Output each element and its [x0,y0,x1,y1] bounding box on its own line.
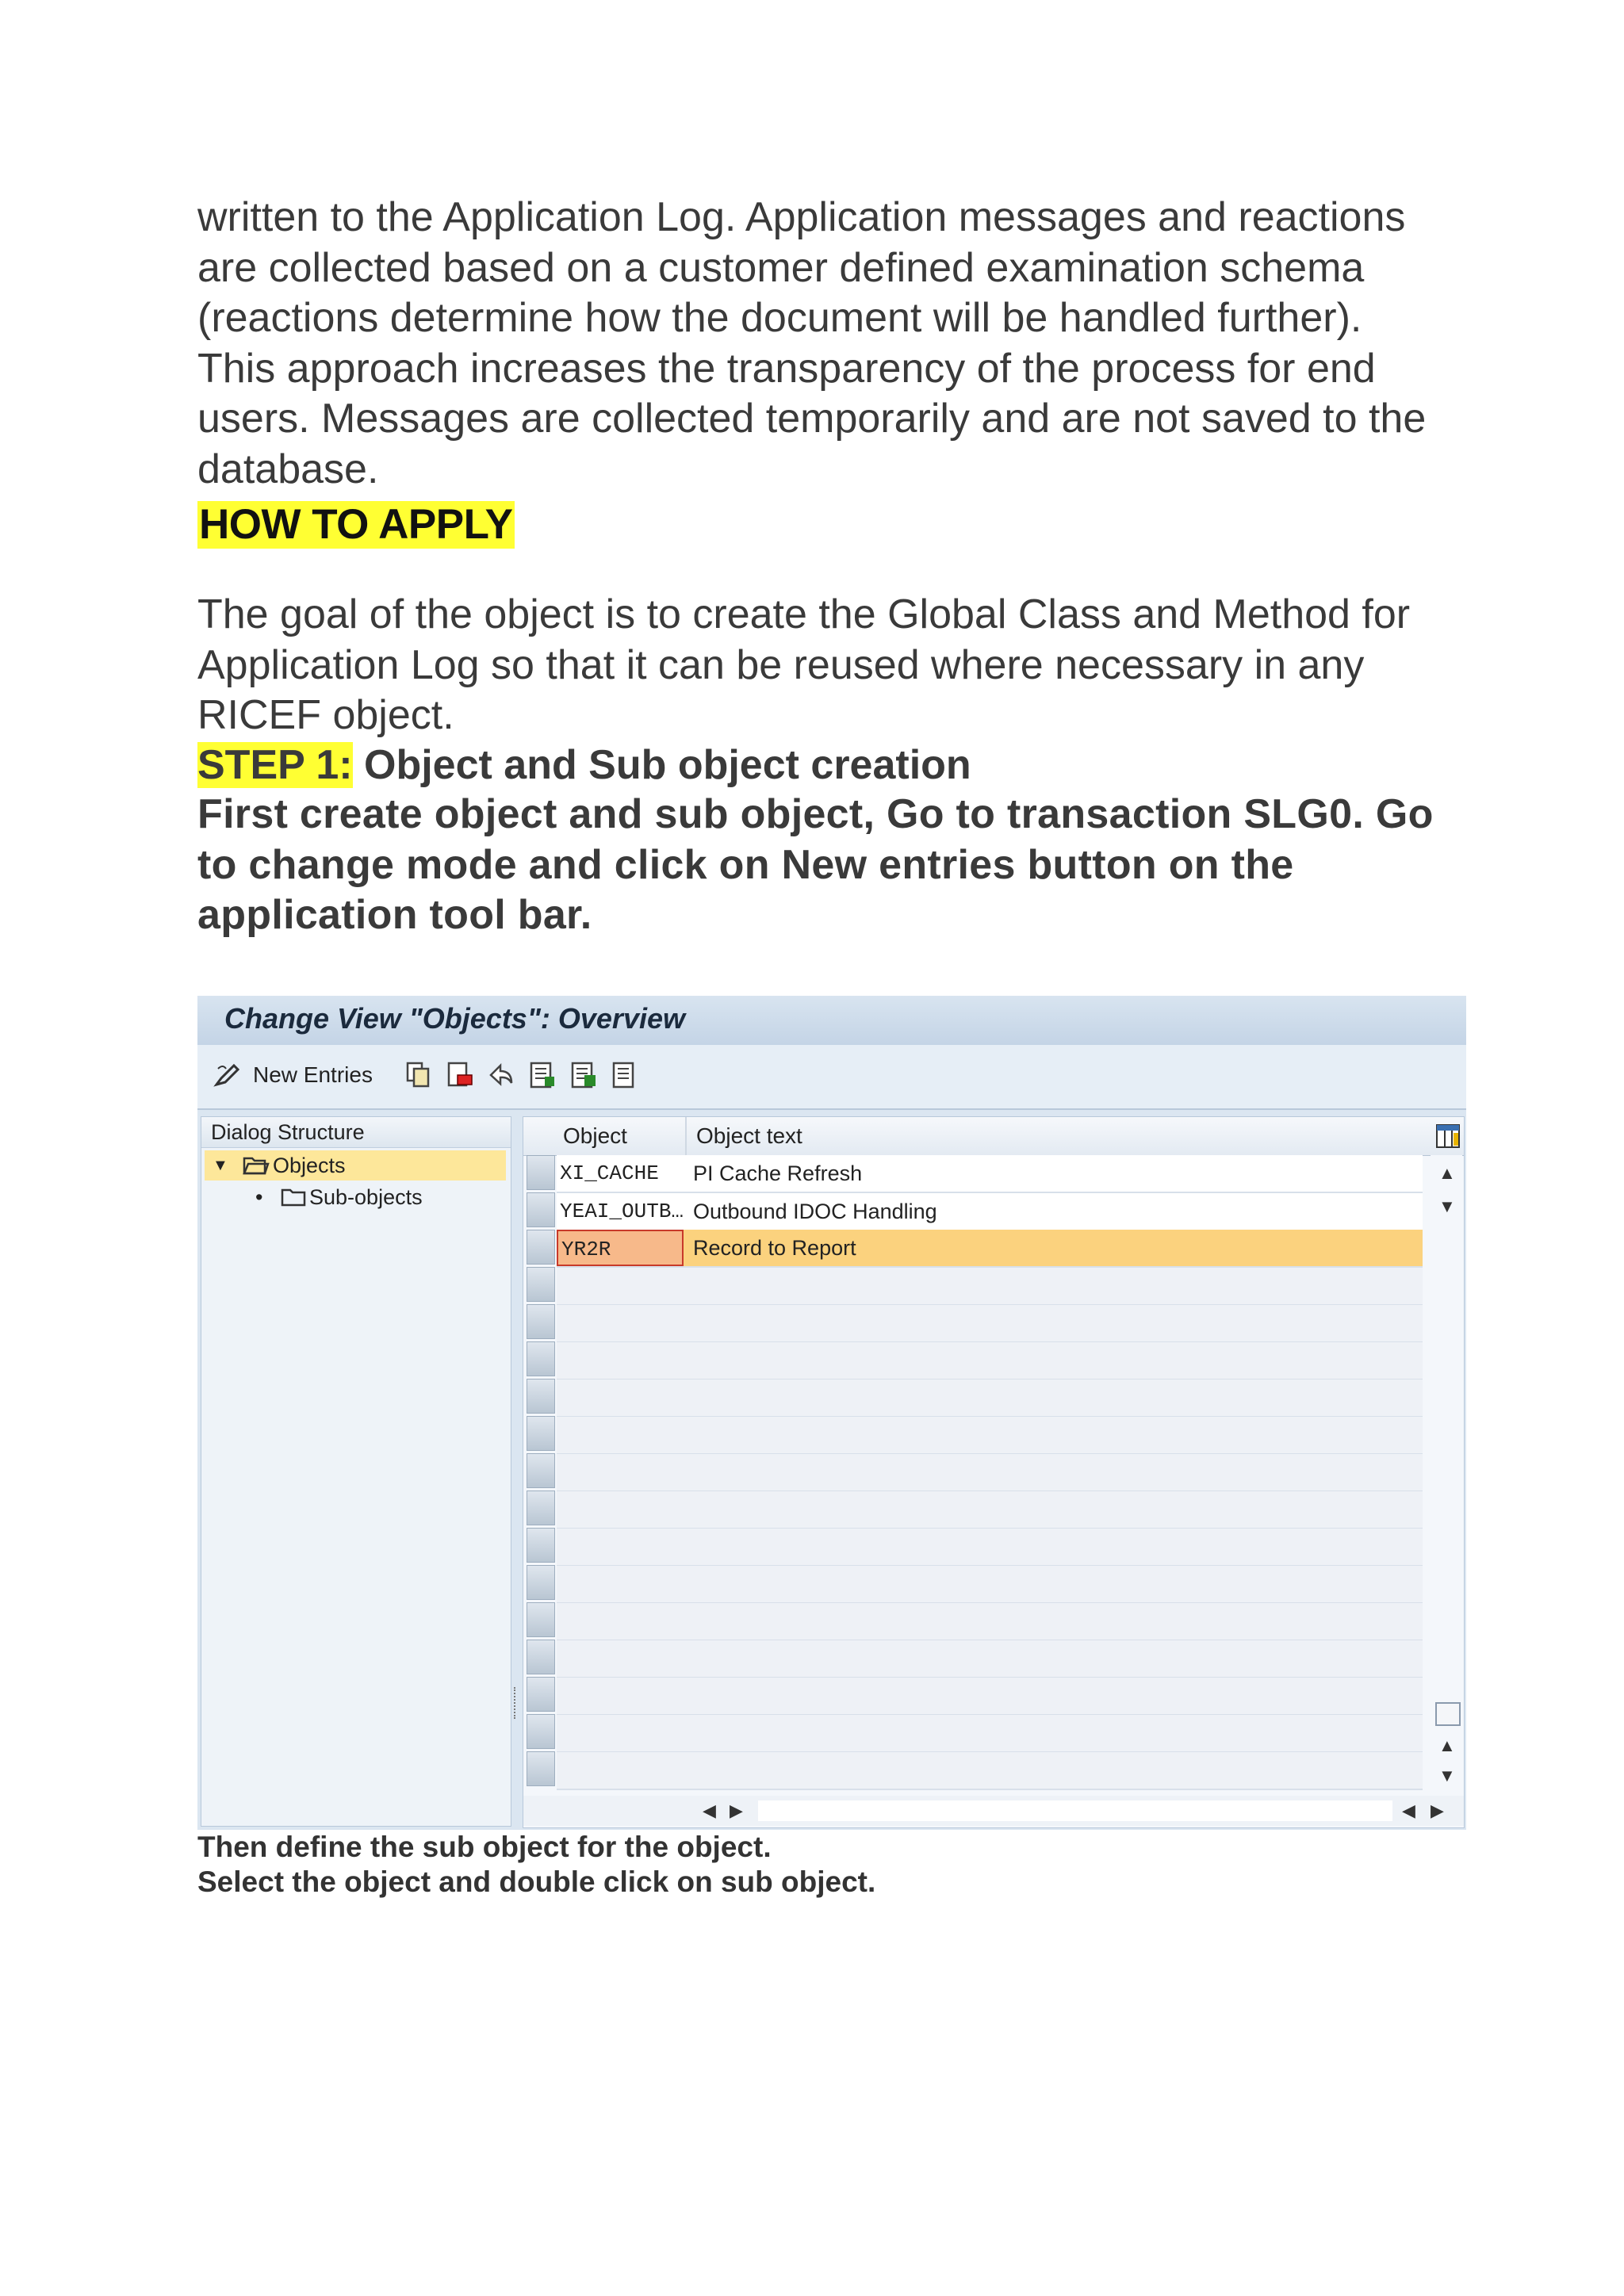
cell-object-text[interactable]: Outbound IDOC Handling [693,1200,937,1223]
objects-table [523,1116,1465,1828]
cell-object[interactable]: XI_CACHE [560,1161,659,1185]
scroll-down-icon[interactable]: ▼ [1438,1196,1456,1216]
cell-object[interactable]: YR2R [557,1230,684,1266]
empty-table-row[interactable] [557,1678,1423,1716]
table-row[interactable] [557,1155,1423,1193]
scroll-down-icon[interactable]: ▼ [1438,1766,1456,1785]
empty-table-row[interactable] [557,1566,1423,1604]
empty-table-row[interactable] [557,1342,1423,1380]
after-line-1: Then define the sub object for the object. [197,1831,772,1863]
goal-paragraph: The goal of the object is to create the Global Class and Method for Application Log so that it can be reused where necessary in any RICEF object. [197,591,1411,738]
empty-table-row[interactable] [557,1603,1423,1641]
table-header [523,1117,1464,1156]
row-selector[interactable] [527,1565,555,1600]
row-selector[interactable] [527,1267,555,1302]
cell-object[interactable]: YEAI_OUTB… [560,1200,684,1223]
pane-splitter[interactable] [511,1116,521,1825]
cell-object-text[interactable]: PI Cache Refresh [693,1161,863,1185]
dialog-structure-header: Dialog Structure [201,1117,511,1148]
deselect-all-icon[interactable] [611,1061,638,1089]
empty-table-row[interactable] [557,1529,1423,1567]
cell-object-text[interactable]: Record to Report [693,1236,856,1260]
folder-open-icon [243,1155,270,1176]
table-row[interactable] [557,1193,1423,1231]
row-selector[interactable] [527,1677,555,1712]
horizontal-scrollbar[interactable] [523,1796,1464,1826]
row-selector[interactable] [527,1192,555,1227]
step-label: STEP 1: [197,742,353,788]
row-selector[interactable] [527,1416,555,1451]
pen-icon [213,1061,242,1089]
row-selector[interactable] [527,1155,555,1190]
after-line-2: Select the object and double click on sub object. [197,1866,876,1898]
copy-icon[interactable] [405,1061,432,1089]
splitter-grip[interactable] [514,1687,519,1719]
sap-title-bar [197,996,1466,1046]
sap-screenshot [197,996,1466,1830]
intro-paragraph: written to the Application Log. Application messages and reactions are collected based on a customer defined examination schema (reactions determine how the document will be handled further). This approach increases the transparency of the process for end users. Messages are collected temporarily and are not saved to the database. [197,194,1427,492]
vertical-scrollbar[interactable] [1431,1155,1462,1794]
new-entries-label: New Entries [253,1062,373,1087]
scroll-right-icon[interactable]: ▶ [1431,1800,1444,1820]
row-selector[interactable] [527,1528,555,1563]
row-selector[interactable] [527,1490,555,1525]
empty-table-row[interactable] [557,1491,1423,1529]
row-selector-column [527,1155,555,1789]
undo-icon[interactable] [488,1061,515,1089]
new-entries-button[interactable] [213,1059,373,1091]
tree-item-sub-objects[interactable] [205,1182,506,1212]
step-heading [197,740,971,790]
empty-table-row[interactable] [557,1752,1423,1790]
tree-label-objects: Objects [273,1154,346,1177]
column-header-object[interactable]: Object [563,1123,627,1148]
tree-label-sub-objects: Sub-objects [309,1185,423,1209]
row-selector[interactable] [527,1304,555,1339]
sap-title: Change View "Objects": Overview [224,1002,685,1035]
table-row-selected[interactable] [557,1230,1423,1268]
row-selector[interactable] [527,1230,555,1265]
scroll-thumb[interactable] [1435,1702,1461,1726]
select-all-icon[interactable] [529,1061,556,1089]
row-selector[interactable] [527,1379,555,1414]
row-selector[interactable] [527,1341,555,1376]
scroll-up-icon[interactable]: ▲ [1438,1163,1456,1183]
section-heading: HOW TO APPLY [199,501,513,548]
column-header-object-text[interactable]: Object text [696,1123,802,1148]
scroll-left-icon[interactable]: ◀ [1402,1800,1415,1820]
folder-icon [281,1187,306,1207]
scroll-up-icon[interactable]: ▲ [1438,1735,1456,1755]
empty-table-row[interactable] [557,1454,1423,1492]
scroll-right-icon[interactable]: ▶ [730,1800,743,1820]
bullet-icon: • [255,1185,263,1209]
application-toolbar [197,1045,1466,1110]
empty-table-row[interactable] [557,1640,1423,1678]
table-settings-icon[interactable] [1435,1123,1461,1149]
scroll-left-icon[interactable]: ◀ [703,1800,716,1820]
row-selector[interactable] [527,1751,555,1786]
after-screenshot-text [197,1830,1466,1900]
horizontal-scroll-track[interactable] [758,1800,1392,1821]
row-selector[interactable] [527,1602,555,1637]
empty-table-row[interactable] [557,1268,1423,1306]
instructions-paragraph: First create object and sub object, Go to transaction SLG0. Go to change mode and click on New entries button on the application tool bar. [197,791,1434,938]
empty-table-row[interactable] [557,1380,1423,1418]
empty-table-row[interactable] [557,1305,1423,1343]
empty-table-row[interactable] [557,1417,1423,1455]
dialog-structure-pane [201,1116,511,1827]
step-title: Object and Sub object creation [352,742,971,788]
tree-item-objects[interactable] [205,1150,506,1181]
row-selector[interactable] [527,1714,555,1749]
row-selector[interactable] [527,1453,555,1488]
delete-icon[interactable] [446,1061,473,1089]
select-block-icon[interactable] [570,1061,597,1089]
empty-table-row[interactable] [557,1715,1423,1753]
row-selector[interactable] [527,1640,555,1674]
expand-arrow-icon[interactable]: ▼ [213,1157,228,1174]
